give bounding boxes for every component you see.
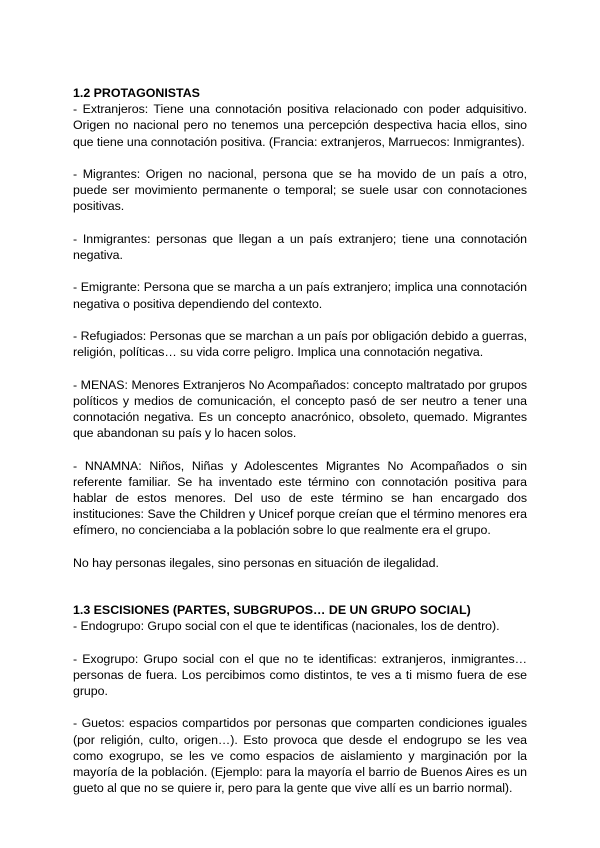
section-heading-protagonistas: 1.2 PROTAGONISTAS xyxy=(73,86,200,100)
paragraph-endogrupo: - Endogrupo: Grupo social con el que te identificas (nacionales, los de dentro). xyxy=(73,619,500,634)
paragraph-inmigrantes: - Inmigrantes: personas que llegan a un país extranjero; tiene una connotación negativa. xyxy=(73,231,527,262)
paragraph-emigrante: - Emigrante: Persona que se marcha a un país extranjero; implica una connotación negativa o positiva dependiendo del contexto. xyxy=(73,280,527,311)
paragraph-refugiados: - Refugiados: Personas que se marchan a un país por obligación debido a guerras, religión, políticas… su vida corre peligro. Implica una connotación negativa. xyxy=(73,328,527,360)
paragraph-nnamna: - NNAMNA: Niños, Niñas y Adolescentes Migrantes No Acompañados o sin referente familiar. Se ha inventado este término con connotación positiva para hablar de estos menores. Del uso de este término se han encargado dos instituciones: Save the Children y Unicef porque creían que el término menores era efímero, no concienciaba a la población sobre lo que realmente era el grupo. xyxy=(73,458,527,538)
paragraph-ilegalidad: No hay personas ilegales, sino personas en situación de ilegalidad. xyxy=(73,555,439,570)
paragraph-exogrupo: - Exogrupo: Grupo social con el que no te identificas: extranjeros, inmigrantes… personas de fuera. Los percibimos como distintos, te ves a ti mismo fuera de ese grupo. xyxy=(73,651,527,698)
paragraph-extranjeros: - Extranjeros: Tiene una connotación positiva relacionado con poder adquisitivo. Origen no nacional pero no tenemos una percepción despectiva hacia ellos, sino que tiene una connotación positiva. (Francia: extranjeros, Marruecos: Inmigrantes). xyxy=(73,102,527,149)
paragraph-menas: - MENAS: Menores Extranjeros No Acompañados: concepto maltratado por grupos políticos y medios de comunicación, el concepto pasó de ser neutro a tener una connotación negativa. Es un concepto anacrónico, obsoleto, quemado. Migrantes que abandonan su país y lo hacen solos. xyxy=(73,377,527,441)
paragraph-guetos: - Guetos: espacios compartidos por personas que comparten condiciones iguales (por religión, culto, origen…). Esto provoca que desde el endogrupo se les vea como exogrupo, se les ve como espacios de aislamiento y marginación por la mayoría de la población. (Ejemplo: para la mayoría el barrio de Buenos Aires es un gueto al que no se quiere ir, pero para la gente que vive allí es un barrio normal). xyxy=(73,716,527,796)
section-heading-escisiones: 1.3 ESCISIONES (PARTES, SUBGRUPOS… DE UN GRUPO SOCIAL) xyxy=(73,602,471,617)
paragraph-migrantes: - Migrantes: Origen no nacional, persona que se ha movido de un país a otro, puede ser movimiento permanente o temporal; se suele usar con connotaciones positivas. xyxy=(73,167,527,214)
